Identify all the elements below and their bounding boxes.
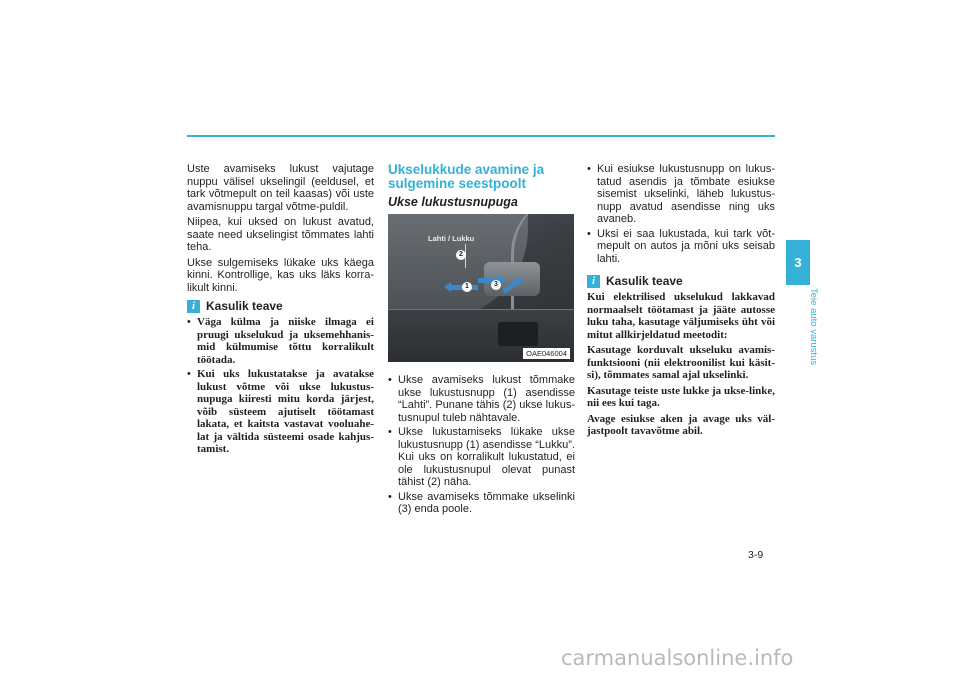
instruction-bullet: • Ukse avamiseks tõmmake ukselinki (3) enda poole. <box>388 491 575 516</box>
figure-number-3: 3 <box>491 280 501 290</box>
info-bullet: • Väga külma ja niiske ilmaga ei pruugi ukselukud ja uksemehhanis-mid külmumise tõttu korralikult töötada. <box>187 316 374 366</box>
door-lock-figure <box>388 214 574 362</box>
paragraph-unlock: Uste avamiseks lukust vajutage nuppu välisel ukselingil (eeldusel, et tark võtmepult on teil kaasas) või uste avamisnuppu targal võtme-puldil. <box>187 163 374 213</box>
lock-instructions-list <box>388 374 575 516</box>
watermark: carmanualsonline.info <box>561 646 794 670</box>
figure-number-1: 1 <box>462 282 472 292</box>
figure-number-2: 2 <box>456 250 466 260</box>
window-switches <box>498 322 538 346</box>
column-3 <box>587 163 775 441</box>
info-paragraph: Avage esiukse aken ja avage uks väl-jastpoolt tavavõtme abil. <box>587 412 775 437</box>
info-paragraph: Kasutage teiste uste lukke ja ukse-linke, nii ees kui taga. <box>587 384 775 409</box>
page-number: 3-9 <box>748 549 764 561</box>
info-title: Kasulik teave <box>206 299 283 313</box>
figure-label: Lahti / Lukku <box>428 234 475 243</box>
column-1 <box>187 163 374 458</box>
info-bullet: • Kui uks lukustatakse ja avatakse lukust võtme või ukse lukustus-nupuga kiiresti mitu korda järjest, võib süsteem ajutiselt töötamast lakata, et kaitsta vastavat vooluahe-lat ja vältida süsteemi osade kahjus-tamist. <box>187 368 374 456</box>
section-subheading: Ukse lukustusnupuga <box>388 195 518 209</box>
info-icon: i <box>587 275 600 288</box>
info-paragraph: Kui elektrilised ukselukud lakkavad normaalselt töötamast ja jääte autosse luku taha, kasutage väljumiseks üht või mitut allkirjeldatud meetodit: <box>587 291 775 341</box>
info-icon: i <box>187 300 200 313</box>
paragraph-open: Niipea, kui uksed on lukust avatud, saate need ukselingist tõmmates lahti teha. <box>187 216 374 253</box>
chapter-title: Teie auto varustus <box>808 288 819 366</box>
note-bullet: • Uksi ei saa lukustada, kui tark võt-mepult on autos ja mõni uks seisab lahti. <box>587 228 775 266</box>
paragraph-close: Ukse sulgemiseks lükake uks käega kinni. Kontrollige, kas uks läks korra-likult kinni. <box>187 256 374 294</box>
instruction-bullet: • Ukse avamiseks lukust tõmmake ukse lukustusnupp (1) asendisse “Lahti”. Punane tähis (2) ukse lukus-tusnupul tuleb nähtavale. <box>388 374 575 424</box>
column-2 <box>388 163 575 518</box>
instruction-bullet: • Ukse lukustamiseks lükake ukse lukustusnupp (1) asendisse “Lukku”. Kui uks on korralikult lukustatud, ei ole lukustusnupul olevat punast tähist (2) näha. <box>388 426 575 489</box>
info-header <box>187 299 374 313</box>
figure-code: OAE046004 <box>523 348 570 359</box>
note-bullet: • Kui esiukse lukustusnupp on lukus-tatud asendis ja tõmbate esiukse sisemist ukselinki, läheb lukustus-nupp avatud asendisse ning uks avaneb. <box>587 163 775 226</box>
info-list <box>187 316 374 456</box>
info-title: Kasulik teave <box>606 274 683 288</box>
section-heading: Ukselukkude avamine ja sulgemine seestpoolt <box>388 162 545 191</box>
info-header <box>587 274 775 288</box>
top-rule <box>187 135 775 137</box>
chapter-tab: 3 <box>786 240 810 285</box>
info-paragraph: Kasutage korduvalt ukseluku avamis-funktsiooni (nii elektroonilist kui käsit-si), tõmmates samal ajal ukselinki. <box>587 344 775 381</box>
lock-notes-list <box>587 163 775 265</box>
